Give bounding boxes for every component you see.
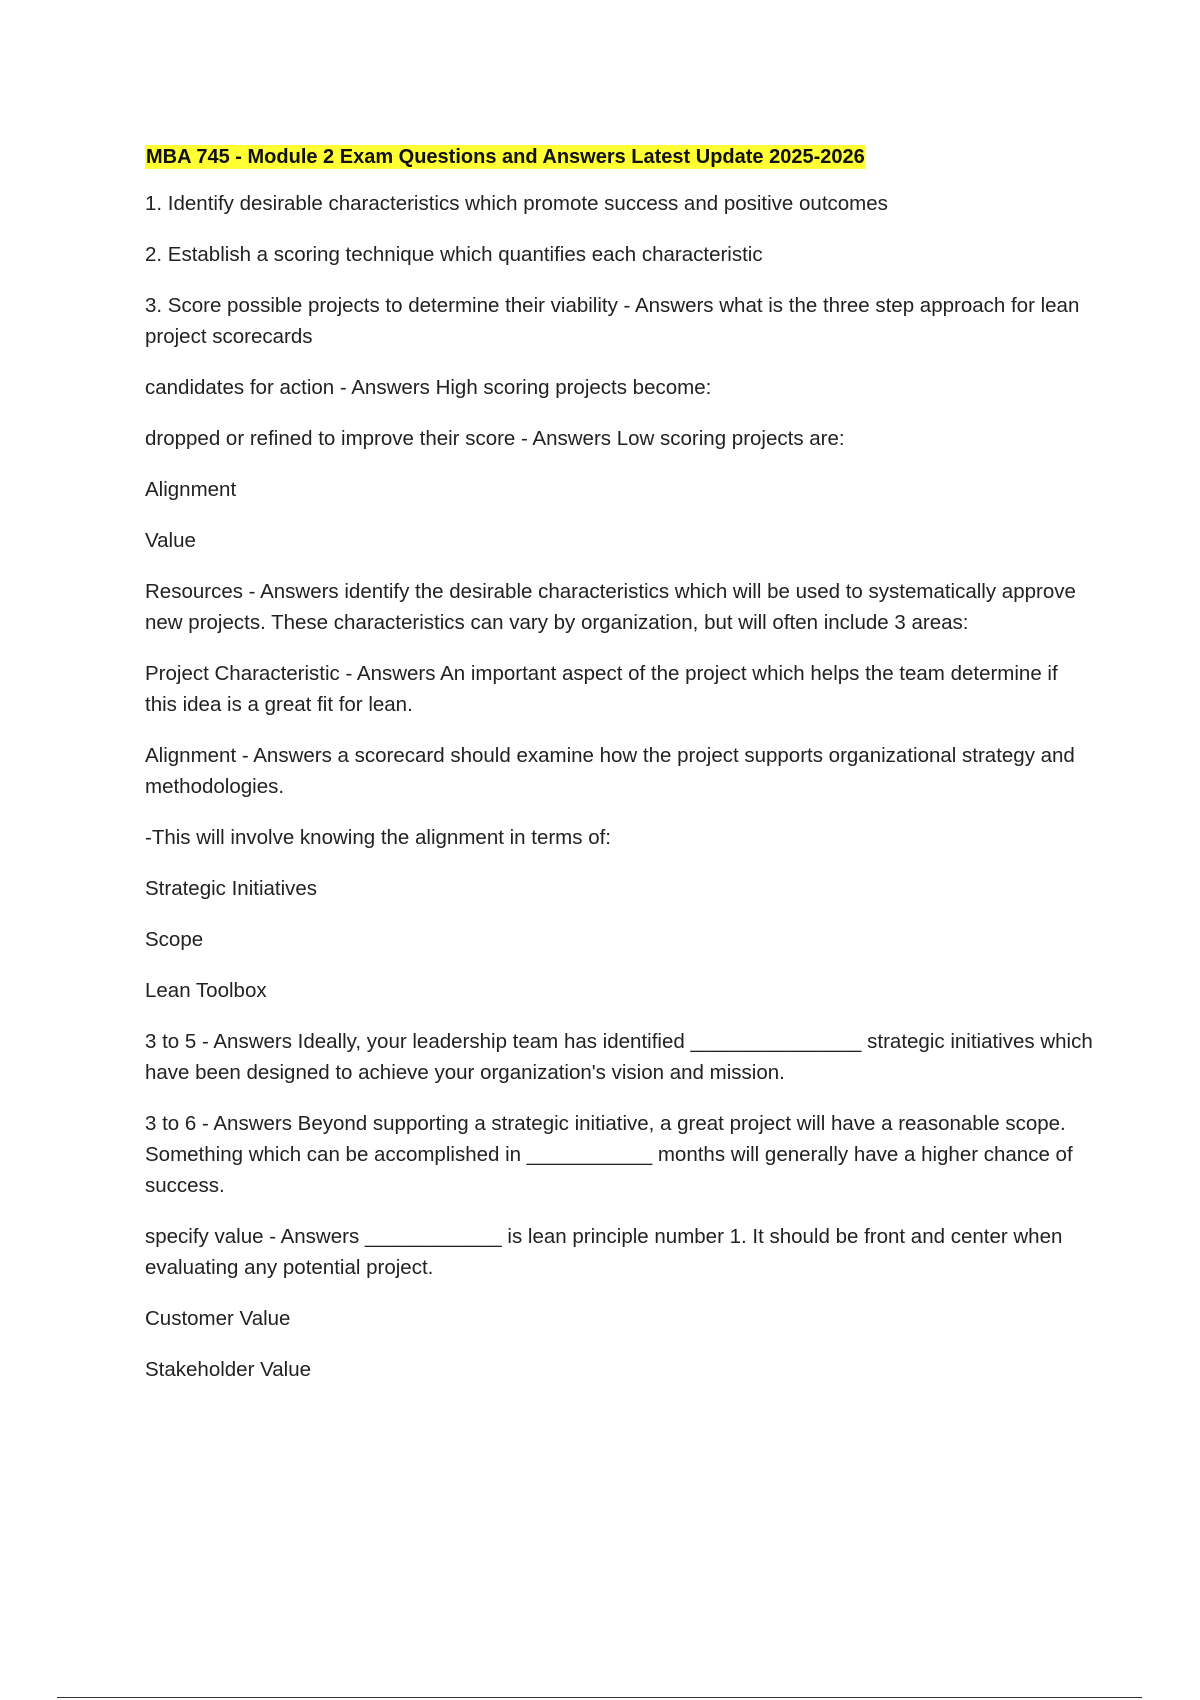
paragraph: Value (145, 529, 196, 552)
paragraph: dropped or refined to improve their score - Answers Low scoring projects are: (145, 427, 845, 450)
paragraph: specify value - Answers ____________ is lean principle number 1. It should be front and center when evaluating any potential project. (145, 1225, 1063, 1279)
paragraph: -This will involve knowing the alignment in terms of: (145, 826, 611, 849)
document-content (145, 145, 1095, 1405)
paragraph: Customer Value (145, 1307, 291, 1330)
paragraph: Alignment - Answers a scorecard should examine how the project supports organizational strategy and methodologies. (145, 744, 1075, 798)
paragraph: candidates for action - Answers High scoring projects become: (145, 376, 712, 399)
paragraph: Lean Toolbox (145, 979, 267, 1002)
footer-divider (57, 1697, 1142, 1698)
paragraph: 3 to 6 - Answers Beyond supporting a strategic initiative, a great project will have a reasonable scope. Something which can be accomplished in ___________ months will generally have a higher chance of success. (145, 1112, 1073, 1197)
paragraph: 3. Score possible projects to determine their viability - Answers what is the three step approach for lean project scorecards (145, 294, 1080, 348)
paragraph: 2. Establish a scoring technique which quantifies each characteristic (145, 243, 763, 266)
paragraph: Scope (145, 928, 204, 951)
paragraph: Resources - Answers identify the desirable characteristics which will be used to systematically approve new projects. These characteristics can vary by organization, but will often include 3 areas: (145, 580, 1076, 634)
document-title: MBA 745 - Module 2 Exam Questions and Answers Latest Update 2025-2026 (146, 146, 865, 168)
paragraph: Strategic Initiatives (145, 877, 318, 900)
paragraph: Alignment (145, 478, 237, 501)
paragraph: Project Characteristic - Answers An important aspect of the project which helps the team determine if this idea is a great fit for lean. (145, 662, 1058, 716)
paragraph: 3 to 5 - Answers Ideally, your leadership team has identified _______________ strategic initiatives which have been designed to achieve your organization's vision and mission. (145, 1030, 1093, 1084)
paragraph: 1. Identify desirable characteristics which promote success and positive outcomes (145, 192, 888, 215)
paragraph: Stakeholder Value (145, 1358, 312, 1381)
